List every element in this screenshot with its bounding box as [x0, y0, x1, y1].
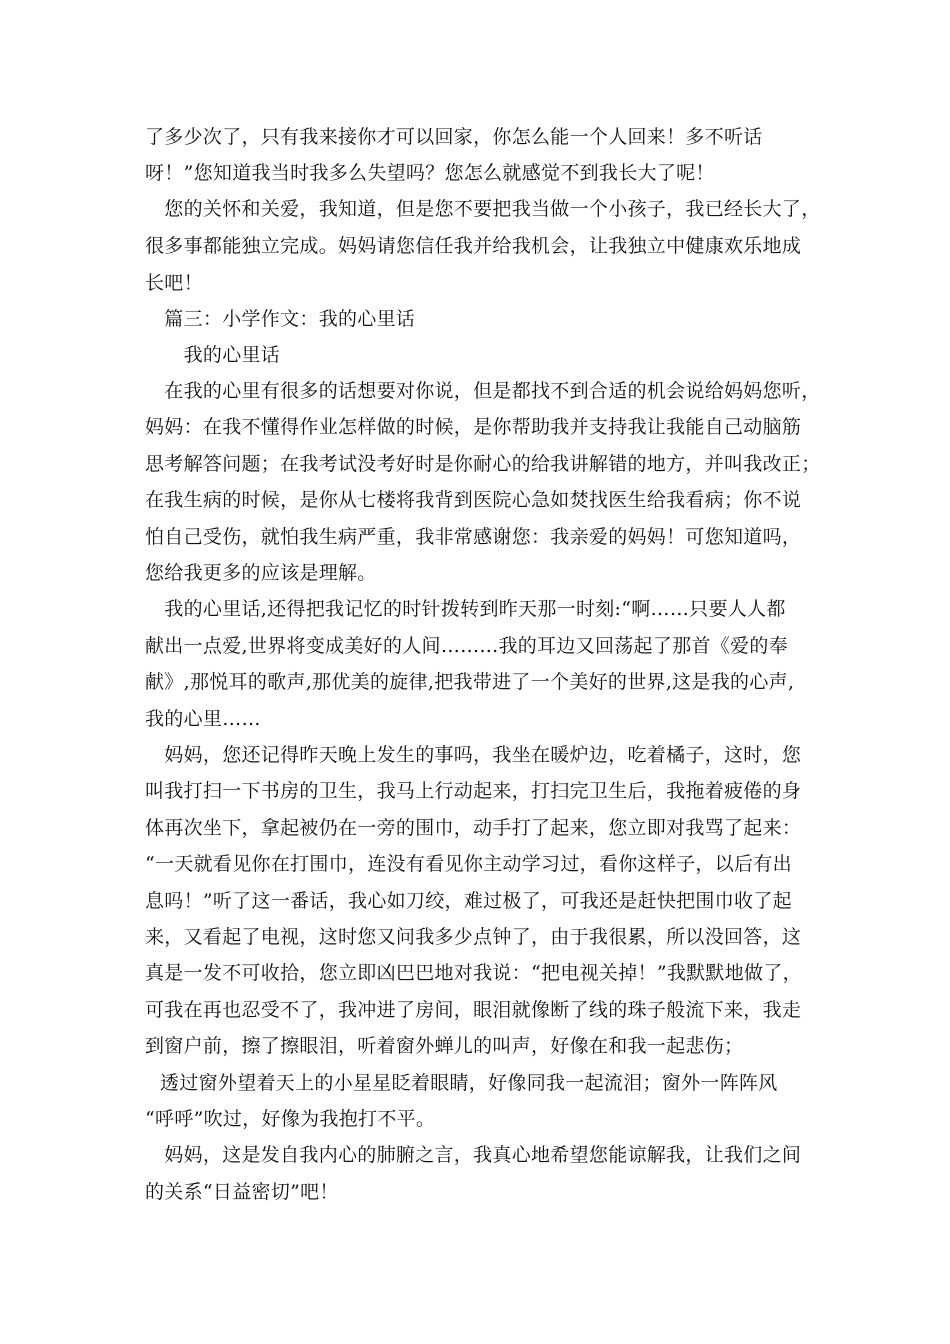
text-line-10: 思考解答问题；在我考试没考好时是你耐心的给我讲解错的地方，并叫我改正； — [145, 453, 821, 475]
text-line-8: 在我的心里有很多的话想要对你说，但是都找不到合适的机会说给妈妈您听， — [145, 380, 821, 402]
text-line-15: 献出一点爱,世界将变成美好的人间……...我的耳边又回荡起了那首《爱的奉 — [145, 635, 788, 657]
text-line-14: 我的心里话,还得把我记忆的时针拨转到昨天那一时刻:“啊……只要人人都 — [145, 598, 786, 620]
text-line-23: 来，又看起了电视，这时您又问我多少点钟了，由于我很累，所以没回答，这 — [145, 926, 802, 948]
text-line-5: 长吧！ — [145, 272, 203, 294]
text-line-29: 妈妈，这是发自我内心的肺腑之言，我真心地希望您能谅解我，让我们之间 — [145, 1144, 802, 1166]
text-line-18: 妈妈，您还记得昨天晚上发生的事吗，我坐在暖炉边，吃着橘子，这时，您 — [145, 744, 802, 766]
section-heading: 篇三：小学作文：我的心里话 — [145, 308, 416, 330]
text-line-4: 很多事都能独立完成。妈妈请您信任我并给我机会，让我独立中健康欢乐地成 — [145, 235, 802, 257]
text-line-22: 息吗！”听了这一番话，我心如刀绞，难过极了，可我还是赶快把围巾收了起 — [145, 890, 792, 912]
text-line-21: “一天就看见你在打围巾，连没有看见你主动学习过，看你这样子，以后有出 — [145, 853, 792, 875]
text-line-16: 献》,那悦耳的歌声,那优美的旋律,把我带进了一个美好的世界,这是我的心声, — [145, 671, 795, 693]
text-line-19: 叫我打扫一下书房的卫生，我马上行动起来，打扫完卫生后，我拖着疲倦的身 — [145, 780, 802, 802]
text-line-27: 透过窗外望着天上的小星星眨着眼睛，好像同我一起流泪；窗外一阵阵风 — [160, 1072, 778, 1094]
text-line-30: 的关系“日益密切”吧！ — [145, 1181, 339, 1203]
essay-title: 我的心里话 — [145, 344, 281, 366]
text-line-11: 在我生病的时候，是你从七楼将我背到医院心急如焚找医生给我看病；你不说 — [145, 489, 802, 511]
text-line-13: 您给我更多的应该是理解。 — [145, 562, 377, 584]
text-line-24: 真是一发不可收拾，您立即凶巴巴地对我说：“把电视关掉！”我默默地做了， — [145, 962, 802, 984]
text-line-17: 我的心里…… — [145, 708, 261, 730]
text-line-1: 了多少次了，只有我来接你才可以回家，你怎么能一个人回来！多不听话 — [145, 126, 763, 148]
text-line-2: 呀！”您知道我当时我多么失望吗？您怎么就感觉不到我长大了呢！ — [145, 162, 715, 184]
text-line-26: 到窗户前，擦了擦眼泪，听着窗外蝉儿的叫声，好像在和我一起悲伤； — [145, 1035, 744, 1057]
text-line-28: “呼呼”吹过，好像为我抱打不平。 — [145, 1108, 436, 1130]
text-line-25: 可我在再也忍受不了，我冲进了房间，眼泪就像断了线的珠子般流下来，我走 — [145, 999, 802, 1021]
text-line-9: 妈妈：在我不懂得作业怎样做的时候，是你帮助我并支持我让我能自己动脑筋 — [145, 416, 802, 438]
text-line-20: 体再次坐下，拿起被仍在一旁的围巾，动手打了起来，您立即对我骂了起来： — [145, 817, 802, 839]
text-line-12: 怕自己受伤，就怕我生病严重，我非常感谢您：我亲爱的妈妈！可您知道吗， — [145, 526, 802, 548]
text-line-3: 您的关怀和关爱，我知道，但是您不要把我当做一个小孩子，我已经长大了， — [145, 198, 821, 220]
